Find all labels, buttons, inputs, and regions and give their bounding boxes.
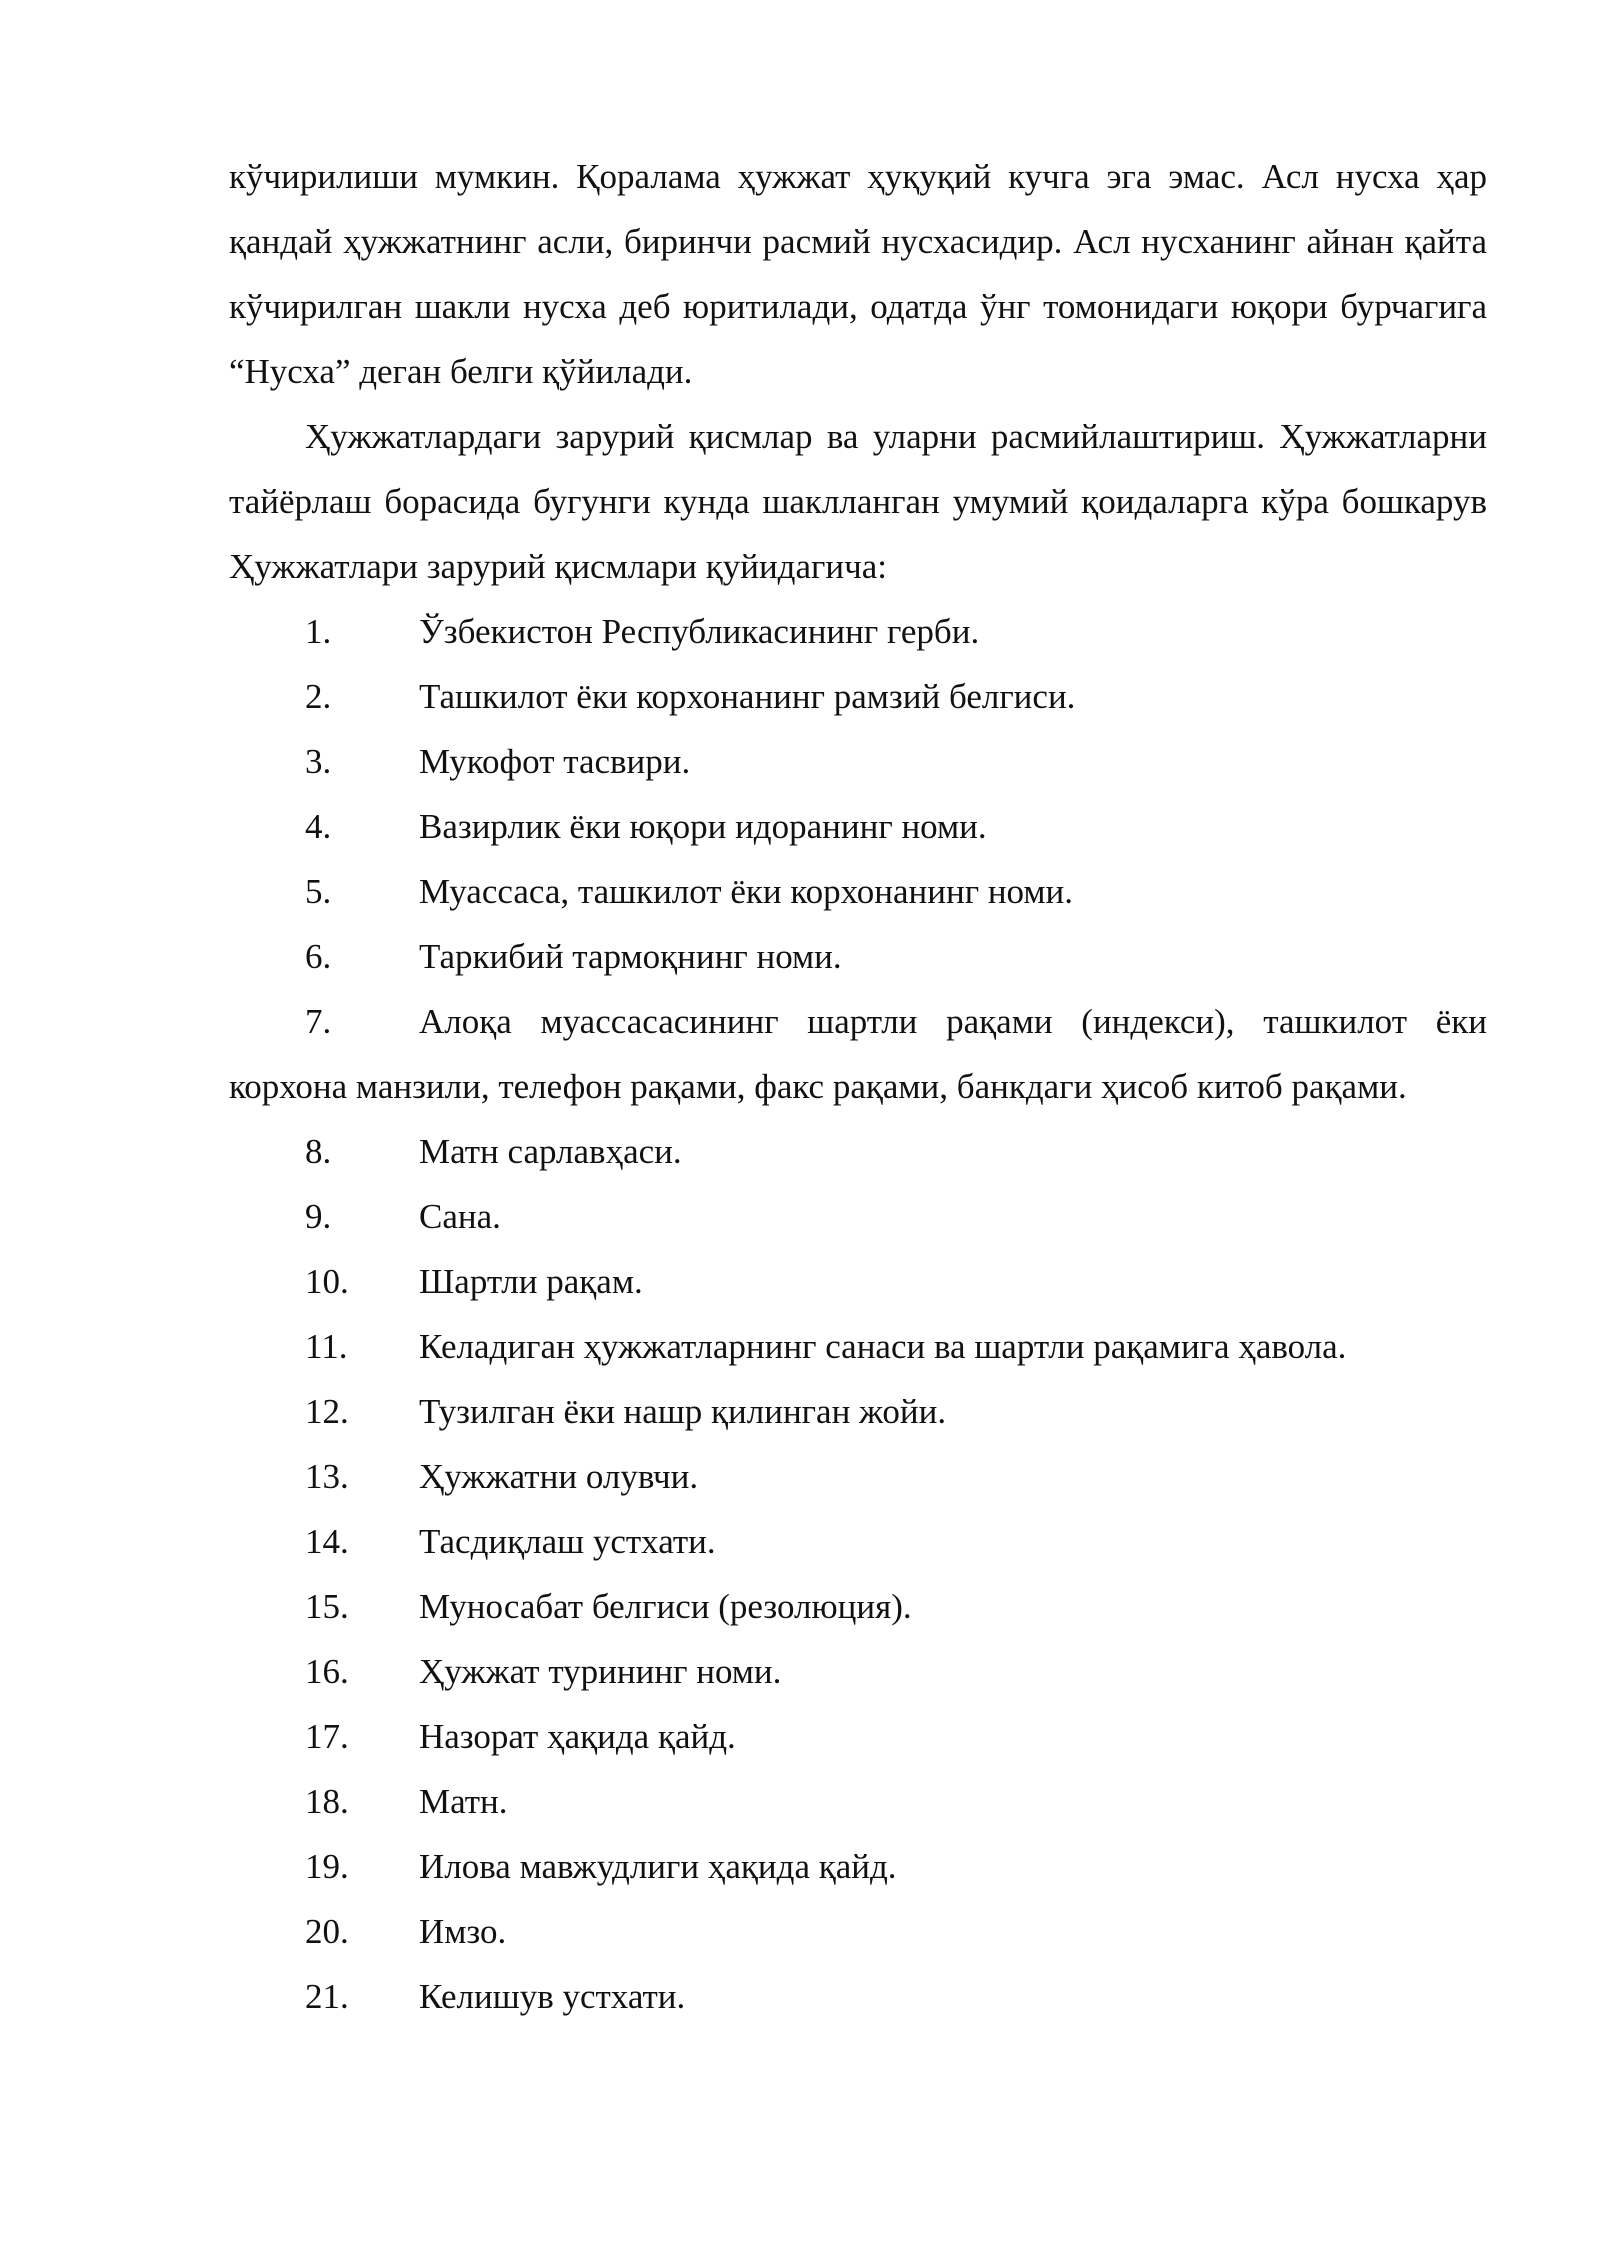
list-item-text: Илова мавжудлиги ҳақида қайд. bbox=[419, 1847, 897, 1886]
list-item-text: Ўзбекистон Республикасининг герби. bbox=[419, 612, 980, 651]
list-item-text: Тузилган ёки нашр қилинган жойи. bbox=[419, 1392, 947, 1431]
list-item-text: Келишув устхати. bbox=[419, 1977, 686, 2016]
list-item-number: 7. bbox=[305, 1002, 332, 1041]
list-item-text: Имзо. bbox=[419, 1912, 507, 1951]
list-item-text: Мукофот тасвири. bbox=[419, 742, 691, 781]
paragraph-intro: кўчирилиши мумкин. Қоралама ҳужжат ҳуқуқий кучга эга эмас. Асл нусха ҳар қандай ҳужжатнинг асли, биринчи расмий нусхасидир. Асл нусханинг айнан қайта кўчирилган шакли нусха деб юритилади, одатда ўнг томонидаги юқори бурчагига “Нусха” деган белги қўйилади. bbox=[229, 157, 1487, 391]
list-item-text: Келадиган ҳужжатларнинг санаси ва шартли рақамига ҳавола. bbox=[419, 1327, 1347, 1366]
list-item-number: 4. bbox=[305, 807, 332, 846]
list-item-text: Вазирлик ёки юқори идоранинг номи. bbox=[419, 807, 987, 846]
list-item-number: 17. bbox=[305, 1717, 349, 1756]
list-item bbox=[229, 664, 1487, 729]
list-item-text: Алоқа муассасасининг шартли рақами (индекси), ташкилот ёки корхона манзили, телефон рақами, факс рақами, банкдаги ҳисоб китоб рақами. bbox=[229, 1002, 1487, 1106]
list-item bbox=[229, 1249, 1487, 1314]
list-item-text: Сана. bbox=[419, 1197, 501, 1236]
list-item-number: 2. bbox=[305, 677, 332, 716]
list-item bbox=[229, 1184, 1487, 1249]
document-body bbox=[229, 144, 1487, 2029]
list-item-number: 11. bbox=[305, 1327, 348, 1366]
list-item-number: 10. bbox=[305, 1262, 349, 1301]
list-item-number: 19. bbox=[305, 1847, 349, 1886]
list-item-text: Муассаса, ташкилот ёки корхонанинг номи. bbox=[419, 872, 1074, 911]
list-item-text: Назорат ҳақида қайд. bbox=[419, 1717, 736, 1756]
paragraph-requisites: Ҳужжатлардаги зарурий қисмлар ва уларни расмийлаштириш. Ҳужжатларни тайёрлаш борасида бугунги кунда шаклланган умумий қоидаларга кўра бошкарув Ҳужжатлари зарурий қисмлари қуйидагича: bbox=[229, 417, 1487, 586]
list-item bbox=[229, 859, 1487, 924]
list-item bbox=[229, 1509, 1487, 1574]
list-item-text: Ҳужжатни олувчи. bbox=[419, 1457, 699, 1496]
list-item-text: Ҳужжат турининг номи. bbox=[419, 1652, 782, 1691]
list-item-text: Шартли рақам. bbox=[419, 1262, 643, 1301]
list-item-number: 8. bbox=[305, 1132, 332, 1171]
list-item bbox=[229, 1769, 1487, 1834]
requisites-list bbox=[229, 599, 1487, 2029]
list-item-number: 12. bbox=[305, 1392, 349, 1431]
list-item bbox=[229, 794, 1487, 859]
list-item-text: Матн сарлавҳаси. bbox=[419, 1132, 682, 1171]
list-item bbox=[229, 1444, 1487, 1509]
list-item-number: 1. bbox=[305, 612, 332, 651]
list-item bbox=[229, 1704, 1487, 1769]
list-item bbox=[229, 989, 1487, 1119]
list-item-number: 18. bbox=[305, 1782, 349, 1821]
list-item-number: 3. bbox=[305, 742, 332, 781]
list-item-number: 9. bbox=[305, 1197, 332, 1236]
list-item-text: Муносабат белгиси (резолюция). bbox=[419, 1587, 912, 1626]
list-item-text: Ташкилот ёки корхонанинг рамзий белгиси. bbox=[419, 677, 1076, 716]
list-item bbox=[229, 729, 1487, 794]
list-item-text: Таркибий тармоқнинг номи. bbox=[419, 937, 842, 976]
list-item-number: 13. bbox=[305, 1457, 349, 1496]
list-item-text: Матн. bbox=[419, 1782, 508, 1821]
list-item bbox=[229, 924, 1487, 989]
list-item-number: 5. bbox=[305, 872, 332, 911]
list-item bbox=[229, 1834, 1487, 1899]
list-item-number: 14. bbox=[305, 1522, 349, 1561]
list-item bbox=[229, 1899, 1487, 1964]
list-item-text: Тасдиқлаш устхати. bbox=[419, 1522, 716, 1561]
list-item bbox=[229, 1379, 1487, 1444]
list-item bbox=[229, 1964, 1487, 2029]
list-item-number: 16. bbox=[305, 1652, 349, 1691]
list-item bbox=[229, 1639, 1487, 1704]
list-item bbox=[229, 1119, 1487, 1184]
list-item-number: 15. bbox=[305, 1587, 349, 1626]
list-item-number: 6. bbox=[305, 937, 332, 976]
list-item-number: 20. bbox=[305, 1912, 349, 1951]
list-item-number: 21. bbox=[305, 1977, 349, 2016]
list-item bbox=[229, 1314, 1487, 1379]
list-item bbox=[229, 1574, 1487, 1639]
list-item bbox=[229, 599, 1487, 664]
